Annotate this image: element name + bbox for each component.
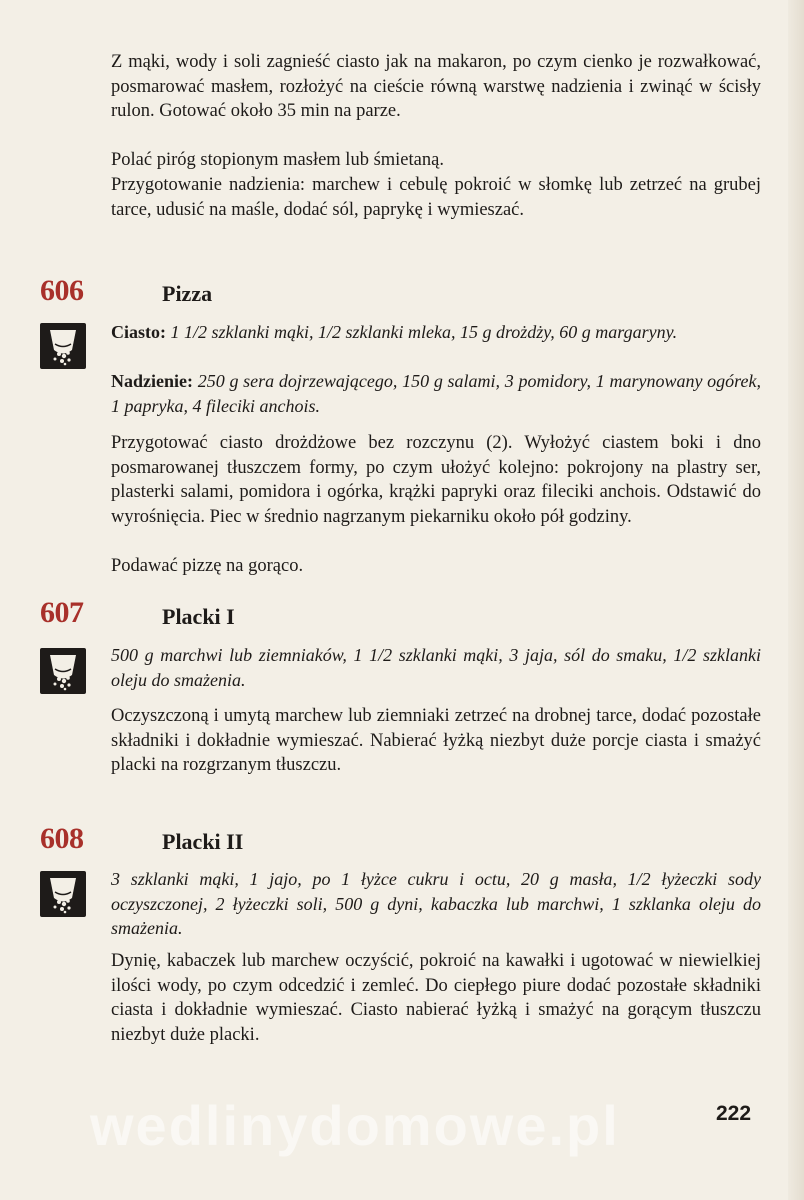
flour-bowl-icon xyxy=(40,323,86,369)
ingredients-text: 3 szklanki mąki, 1 jajo, po 1 łyżce cukru i octu, 20 g masła, 1/2 łyżeczki sody oczyszczonej, 2 łyżeczki soli, 500 g dyni, kabaczka lub marchwi, 1 szklanka oleju do smażenia. xyxy=(111,869,761,938)
intro-paragraph-3: Przygotowanie nadzienia: marchew i cebulę pokroić w słomkę lub zetrzeć na grubej tarce, udusić na maśle, dodać sól, paprykę i wymieszać. xyxy=(111,175,761,220)
recipe-title: Placki I xyxy=(162,604,235,629)
intro-paragraph-2: Polać piróg stopionym masłem lub śmietaną. xyxy=(111,150,444,170)
recipe-number: 606 xyxy=(40,274,84,307)
method-text-2: Podawać pizzę na gorąco. xyxy=(111,556,304,576)
page-edge xyxy=(788,0,804,1200)
intro-paragraph-1: Z mąki, wody i soli zagnieść ciasto jak na makaron, po czym cienko je rozwałkować, posmarować masłem, rozłożyć na cieście równą warstwę nadzienia i zwinąć w ścisły rulon. Gotować około 35 min na parze. xyxy=(111,52,761,121)
method-text: Dynię, kabaczek lub marchew oczyścić, pokroić na kawałki i ugotować w niewielkiej ilości wody, po czym odcedzić i zemleć. Do ciepłego piure dodać pozostałe składniki ciasta i dokładnie wymieszać. Ciasto nabierać łyżką i smażyć na gorącym tłuszczu niezbyt duże placki. xyxy=(111,951,761,1045)
flour-bowl-icon xyxy=(40,648,86,694)
ingredients-label: Ciasto: xyxy=(111,322,166,342)
flour-bowl-icon xyxy=(40,871,86,917)
ingredients-dough xyxy=(111,320,761,345)
ingredients-filling xyxy=(111,369,761,418)
method-text: Oczyszczoną i umytą marchew lub ziemniaki zetrzeć na drobnej tarce, dodać pozostałe składniki i dokładnie wymieszać. Nabierać łyżką niezbyt duże porcje ciasta i smażyć placki na rozgrzanym tłuszczu. xyxy=(111,706,761,775)
method-text: Przygotować ciasto drożdżowe bez rozczynu (2). Wyłożyć ciastem boki i dno posmarowanej tłuszczem formy, po czym ułożyć kolejno: pokrojony na plastry ser, plasterki salami, pomidora i ogórka, krążki papryki oraz fileciki anchois. Odstawić do wyrośnięcia. Piec w średnio nagrzanym piekarniku około pół godziny. xyxy=(111,433,761,527)
recipe-title: Pizza xyxy=(162,281,213,306)
recipe-number: 608 xyxy=(40,822,84,855)
recipe-title: Placki II xyxy=(162,829,244,854)
watermark: wedlinydomowe.pl xyxy=(90,1094,620,1157)
recipe-number: 607 xyxy=(40,596,84,629)
ingredients-text: 1 1/2 szklanki mąki, 1/2 szklanki mleka, 15 g drożdży, 60 g margaryny. xyxy=(166,322,678,342)
ingredients-label: Nadzienie: xyxy=(111,371,193,391)
ingredients-text: 250 g sera dojrzewającego, 150 g salami, 3 pomidory, 1 marynowany ogórek, 1 papryka, 4 fileciki anchois. xyxy=(111,371,761,416)
ingredients-text: 500 g marchwi lub ziemniaków, 1 1/2 szklanki mąki, 3 jaja, sól do smaku, 1/2 szklanki oleju do smażenia. xyxy=(111,645,761,690)
page-number: 222 xyxy=(716,1102,752,1125)
